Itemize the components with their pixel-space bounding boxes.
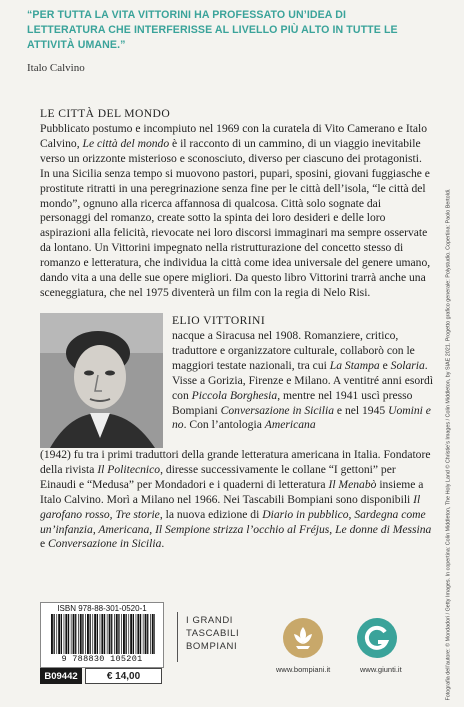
barcode: [40, 602, 164, 668]
barcode-bar: [85, 614, 86, 654]
barcode-bar: [92, 614, 93, 654]
barcode-bar: [101, 614, 103, 654]
isbn-label: ISBN 978-88-301-0520-1: [57, 604, 147, 613]
barcode-bar: [80, 614, 82, 654]
barcode-bar: [71, 614, 72, 654]
barcode-bar: [126, 614, 127, 654]
barcode-bar: [147, 614, 148, 654]
giunti-logo-icon: [357, 618, 397, 658]
barcode-bar: [104, 614, 105, 654]
barcode-bar: [128, 614, 129, 654]
series-name: I GRANDI TASCABILI BOMPIANI: [186, 615, 240, 652]
bompiani-url: www.bompiani.it: [276, 665, 331, 674]
barcode-bar: [65, 614, 67, 654]
barcode-bar: [58, 614, 60, 654]
barcode-bar: [94, 614, 96, 654]
bompiani-logo-icon: [283, 618, 323, 658]
barcode-bar: [140, 614, 141, 654]
book-title-heading: LE CITTÀ DEL MONDO: [40, 107, 171, 120]
quote-author: Italo Calvino: [27, 62, 85, 74]
barcode-bar: [87, 614, 89, 654]
barcode-bar: [109, 614, 111, 654]
barcode-bar: [54, 614, 55, 654]
barcode-bar: [100, 614, 101, 654]
photo-credits: Fotografia dell’autore: © Mondadori / Getty Images. In copertina: Colin Middleton, The Holy Land © Christie’s Images / Colin Middleton, by SIAE 2021. Progetto grafico generale: Polystudio. Copertina: Paolo Bertoldi.: [445, 187, 452, 700]
barcode-bar: [64, 614, 65, 654]
author-photo: [40, 313, 163, 448]
barcode-digits: 9 788830 105201: [61, 654, 143, 664]
barcode-bar: [133, 614, 134, 654]
book-description: Pubblicato postumo e incompiuto nel 1969 con la curatela di Vito Camerano e Italo Calvino, Le città del mondo è il racconto di un cammino, di un viaggio inevitabile verso un orizzonte misterioso e sconosciuto, diverso per ciascuno dei protagonisti. In una Sicilia senza tempo si muovono pastori, pupari, sposini, giovani fuggiasche e prostitute ritratti in una peregrinazione senza fine per le città dell’isola, “le città del mondo”, ognuno alla ricerca affannosa di qualcosa. Città solo sognate dai personaggi del romanzo, create sotto la spinta dei loro desideri e delle loro aspirazioni alla felicità, rievocate nei loro discorsi immaginari ma sempre osservate da lontano. Un Vittorini impegnato nella ristrutturazione del concetto stesso di romanzo e letteratura, che individua la città come idea universale del genere umano, dando vita a una delle sue opere migliori. Da questo libro Vittorini trarrà anche una sceneggiatura, che nel 1975 diventerà un film con la regia di Nelo Risi.: [40, 122, 431, 299]
barcode-bar: [73, 614, 75, 654]
barcode-bar: [121, 614, 122, 654]
author-bio-bottom: (1942) fu tra i primi traduttori della grande letteratura americana in Italia. Fondatore della rivista Il Politecnico, diresse successivamente le collane “I gettoni” per Einaudi e “Medusa” per Mondadori e i quaderni di letteratura Il Menabò insieme a Italo Calvino. Morì a Milano nel 1966. Nei Tascabili Bompiani sono disponibili Il garofano rosso, Tre storie, la nuova edizione di Diario in pubblico, Sardegna come un’infanzia, Americana, Il Sempione strizza l’occhio al Fréjus, Le donne di Messina e Conversazione in Sicilia.: [40, 448, 432, 551]
barcode-bar: [78, 614, 79, 654]
author-name: ELIO VITTORINI: [172, 314, 266, 327]
barcode-bar: [56, 614, 57, 654]
barcode-bar: [116, 614, 118, 654]
barcode-bar: [145, 614, 147, 654]
barcode-bar: [75, 614, 76, 654]
barcode-bar: [82, 614, 83, 654]
barcode-bar: [107, 614, 108, 654]
barcode-bar: [143, 614, 144, 654]
barcode-bar: [150, 614, 151, 654]
barcode-bar: [118, 614, 119, 654]
cover-quote: “PER TUTTA LA VITA VITTORINI HA PROFESSATO UN’IDEA DI LETTERATURA CHE INTERFERISSE AL LIVELLO PIÙ ALTO IN TUTTE LE ATTIVITÀ UMANE.”: [27, 9, 398, 51]
barcode-bar: [136, 614, 137, 654]
barcode-bar: [114, 614, 115, 654]
barcode-bar: [97, 614, 98, 654]
product-code: B09442: [40, 668, 82, 684]
barcode-bar: [51, 614, 53, 654]
barcode-bar: [123, 614, 125, 654]
barcode-bar: [130, 614, 132, 654]
price: € 14,00: [85, 668, 162, 684]
barcode-bar: [90, 614, 91, 654]
barcode-bars: [51, 614, 155, 654]
barcode-bar: [61, 614, 62, 654]
barcode-bar: [152, 614, 154, 654]
barcode-bar: [154, 614, 155, 654]
barcode-bar: [137, 614, 139, 654]
barcode-bar: [111, 614, 112, 654]
series-divider: [177, 612, 178, 662]
barcode-bar: [68, 614, 69, 654]
giunti-url: www.giunti.it: [360, 665, 402, 674]
author-bio-top: nacque a Siracusa nel 1908. Romanziere, critico, traduttore e organizzatore culturale, collaborò con le maggiori testate nazionali, tra cui La Stampa e Solaria. Visse a Gorizia, Firenze e Milano. A ventitré anni esordì con Piccola Borghesia, mentre nel 1941 uscì presso Bompiani Conversazione in Sicilia e nel 1945 Uomini e no. Con l’antologia Americana: [172, 329, 434, 432]
